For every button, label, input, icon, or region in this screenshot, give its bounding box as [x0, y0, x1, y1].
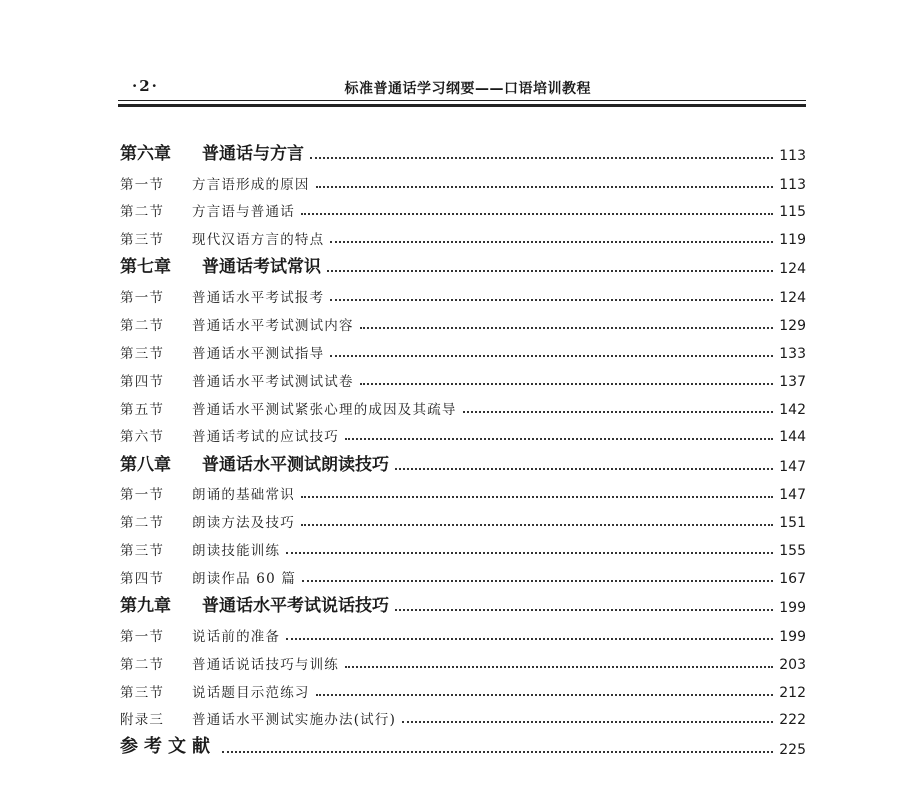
toc-number: 第四节 [120, 571, 165, 587]
toc-title: 普通话水平测试紧张心理的成因及其疏导 [192, 402, 457, 418]
toc-chapter[interactable] [120, 253, 806, 277]
toc-section[interactable] [120, 310, 806, 334]
toc-chapter[interactable] [120, 592, 806, 616]
toc-section[interactable] [120, 649, 806, 673]
toc-number: 第三节 [120, 346, 165, 362]
header-rule-thin [118, 100, 806, 101]
dot-leader [402, 721, 773, 723]
toc-number: 附录三 [120, 712, 165, 728]
toc-label [120, 732, 216, 758]
toc-label [120, 653, 339, 673]
toc-section[interactable] [120, 563, 806, 587]
toc-number: 第九章 [120, 596, 171, 616]
toc-page-number: 212 [779, 685, 806, 701]
toc-number: 第六章 [120, 144, 171, 164]
toc-number: 第八章 [120, 455, 171, 475]
toc-number: 第五节 [120, 402, 165, 418]
toc-section[interactable] [120, 507, 806, 531]
toc-section[interactable] [120, 366, 806, 390]
toc-number: 第一节 [120, 487, 165, 503]
toc-number: 第六节 [120, 429, 165, 445]
dot-leader [301, 496, 773, 498]
dot-leader [360, 383, 774, 385]
running-header [118, 77, 806, 99]
toc-title: 朗诵的基础常识 [192, 487, 295, 503]
toc-number: 第二节 [120, 318, 165, 334]
toc-page-number: 199 [779, 600, 806, 616]
toc-number: 第七章 [120, 257, 171, 277]
dot-leader [463, 411, 774, 413]
toc-title: 说话前的准备 [192, 629, 281, 645]
toc-label [120, 681, 310, 701]
toc-page-number: 119 [779, 232, 806, 248]
toc-section[interactable] [120, 282, 806, 306]
toc-section[interactable] [120, 421, 806, 445]
toc-section[interactable] [120, 677, 806, 701]
toc-label [120, 450, 389, 475]
toc-page-number: 137 [779, 374, 806, 390]
dot-leader [316, 694, 774, 696]
toc-page-number: 129 [779, 318, 806, 334]
toc-section[interactable] [120, 338, 806, 362]
dot-leader [330, 241, 773, 243]
toc-section[interactable] [120, 704, 806, 728]
toc-page-number: 203 [779, 657, 806, 673]
toc-title: 方言语与普通话 [192, 204, 295, 220]
toc-number: 第二节 [120, 657, 165, 673]
running-title: 标准普通话学习纲要——口语培训教程 [344, 81, 591, 97]
toc-label [120, 314, 354, 334]
toc-label [120, 483, 295, 503]
dot-leader [222, 751, 773, 753]
toc-title: 普通话水平测试朗读技巧 [202, 455, 389, 475]
toc-number: 第二节 [120, 204, 165, 220]
page-number: ·2· [132, 77, 159, 95]
dot-leader [345, 438, 773, 440]
dot-leader [301, 213, 773, 215]
toc-page-number: 113 [779, 148, 806, 164]
toc-number: 第二节 [120, 515, 165, 531]
toc-number: 第一节 [120, 290, 165, 306]
dot-leader [286, 552, 773, 554]
toc-page-number: 124 [779, 261, 806, 277]
dot-leader [345, 666, 773, 668]
toc-number: 第一节 [120, 629, 165, 645]
dot-leader [316, 186, 774, 188]
toc-title: 方言语形成的原因 [192, 177, 310, 193]
toc-title: 说话题目示范练习 [192, 685, 310, 701]
dot-leader [301, 524, 773, 526]
toc-page-number: 142 [779, 402, 806, 418]
toc-title: 普通话水平考试测试内容 [192, 318, 354, 334]
toc-label [120, 286, 324, 306]
toc-label [120, 567, 296, 587]
toc-section[interactable] [120, 196, 806, 220]
toc-title: 参考文献 [120, 736, 216, 757]
dot-leader [310, 157, 773, 159]
toc-label [120, 200, 295, 220]
toc-page-number: 199 [779, 629, 806, 645]
toc-page-number: 113 [779, 177, 806, 193]
toc-section[interactable] [120, 479, 806, 503]
toc-title: 现代汉语方言的特点 [192, 232, 325, 248]
dot-leader [395, 609, 773, 611]
toc-title: 普通话水平考试报考 [192, 290, 325, 306]
dot-leader [327, 270, 773, 272]
toc-page-number: 151 [779, 515, 806, 531]
dot-leader [360, 327, 774, 329]
header-rule-thick [118, 104, 806, 107]
toc-title: 普通话与方言 [202, 144, 304, 164]
toc-page-number: 124 [779, 290, 806, 306]
toc-page-number: 225 [779, 742, 806, 758]
toc-label [120, 539, 280, 559]
toc-page-number: 222 [779, 712, 806, 728]
toc-chapter[interactable] [120, 140, 806, 164]
toc-title: 朗读技能训练 [192, 543, 281, 559]
toc-label [120, 425, 339, 445]
toc-label [120, 708, 396, 728]
toc-page-number: 155 [779, 543, 806, 559]
dot-leader [302, 580, 773, 582]
toc-label [120, 228, 324, 248]
toc-label [120, 591, 389, 616]
toc-title: 普通话水平测试指导 [192, 346, 325, 362]
toc-label [120, 398, 457, 418]
toc-section[interactable] [120, 224, 806, 248]
toc-page-number: 133 [779, 346, 806, 362]
toc-section[interactable] [120, 621, 806, 645]
toc-page-number: 147 [779, 487, 806, 503]
toc-label [120, 252, 321, 277]
toc-label [120, 139, 304, 164]
toc-number: 第一节 [120, 177, 165, 193]
toc-title: 普通话水平测试实施办法(试行) [192, 712, 397, 728]
dot-leader [395, 468, 773, 470]
toc-section[interactable] [120, 535, 806, 559]
dot-leader [330, 355, 773, 357]
toc-page-number: 167 [779, 571, 806, 587]
toc-number: 第三节 [120, 232, 165, 248]
toc-label [120, 511, 295, 531]
dot-leader [330, 299, 773, 301]
toc-title: 普通话水平考试测试试卷 [192, 374, 354, 390]
toc-title: 普通话考试常识 [202, 257, 321, 277]
toc-label [120, 370, 354, 390]
toc-section[interactable] [120, 169, 806, 193]
toc-section[interactable] [120, 394, 806, 418]
toc-number: 第三节 [120, 543, 165, 559]
toc-label [120, 625, 280, 645]
toc-title: 普通话水平考试说话技巧 [202, 596, 389, 616]
toc-page-number: 115 [779, 204, 806, 220]
dot-leader [286, 638, 773, 640]
toc-label [120, 342, 324, 362]
toc-title: 朗读方法及技巧 [192, 515, 295, 531]
toc-references[interactable] [120, 734, 806, 758]
toc-title: 普通话考试的应试技巧 [192, 429, 339, 445]
toc-title: 朗读作品 60 篇 [192, 571, 297, 587]
toc-page-number: 144 [779, 429, 806, 445]
toc-label [120, 173, 310, 193]
toc-number: 第三节 [120, 685, 165, 701]
toc-chapter[interactable] [120, 451, 806, 475]
toc-title: 普通话说话技巧与训练 [192, 657, 339, 673]
toc-page-number: 147 [779, 459, 806, 475]
toc-number: 第四节 [120, 374, 165, 390]
